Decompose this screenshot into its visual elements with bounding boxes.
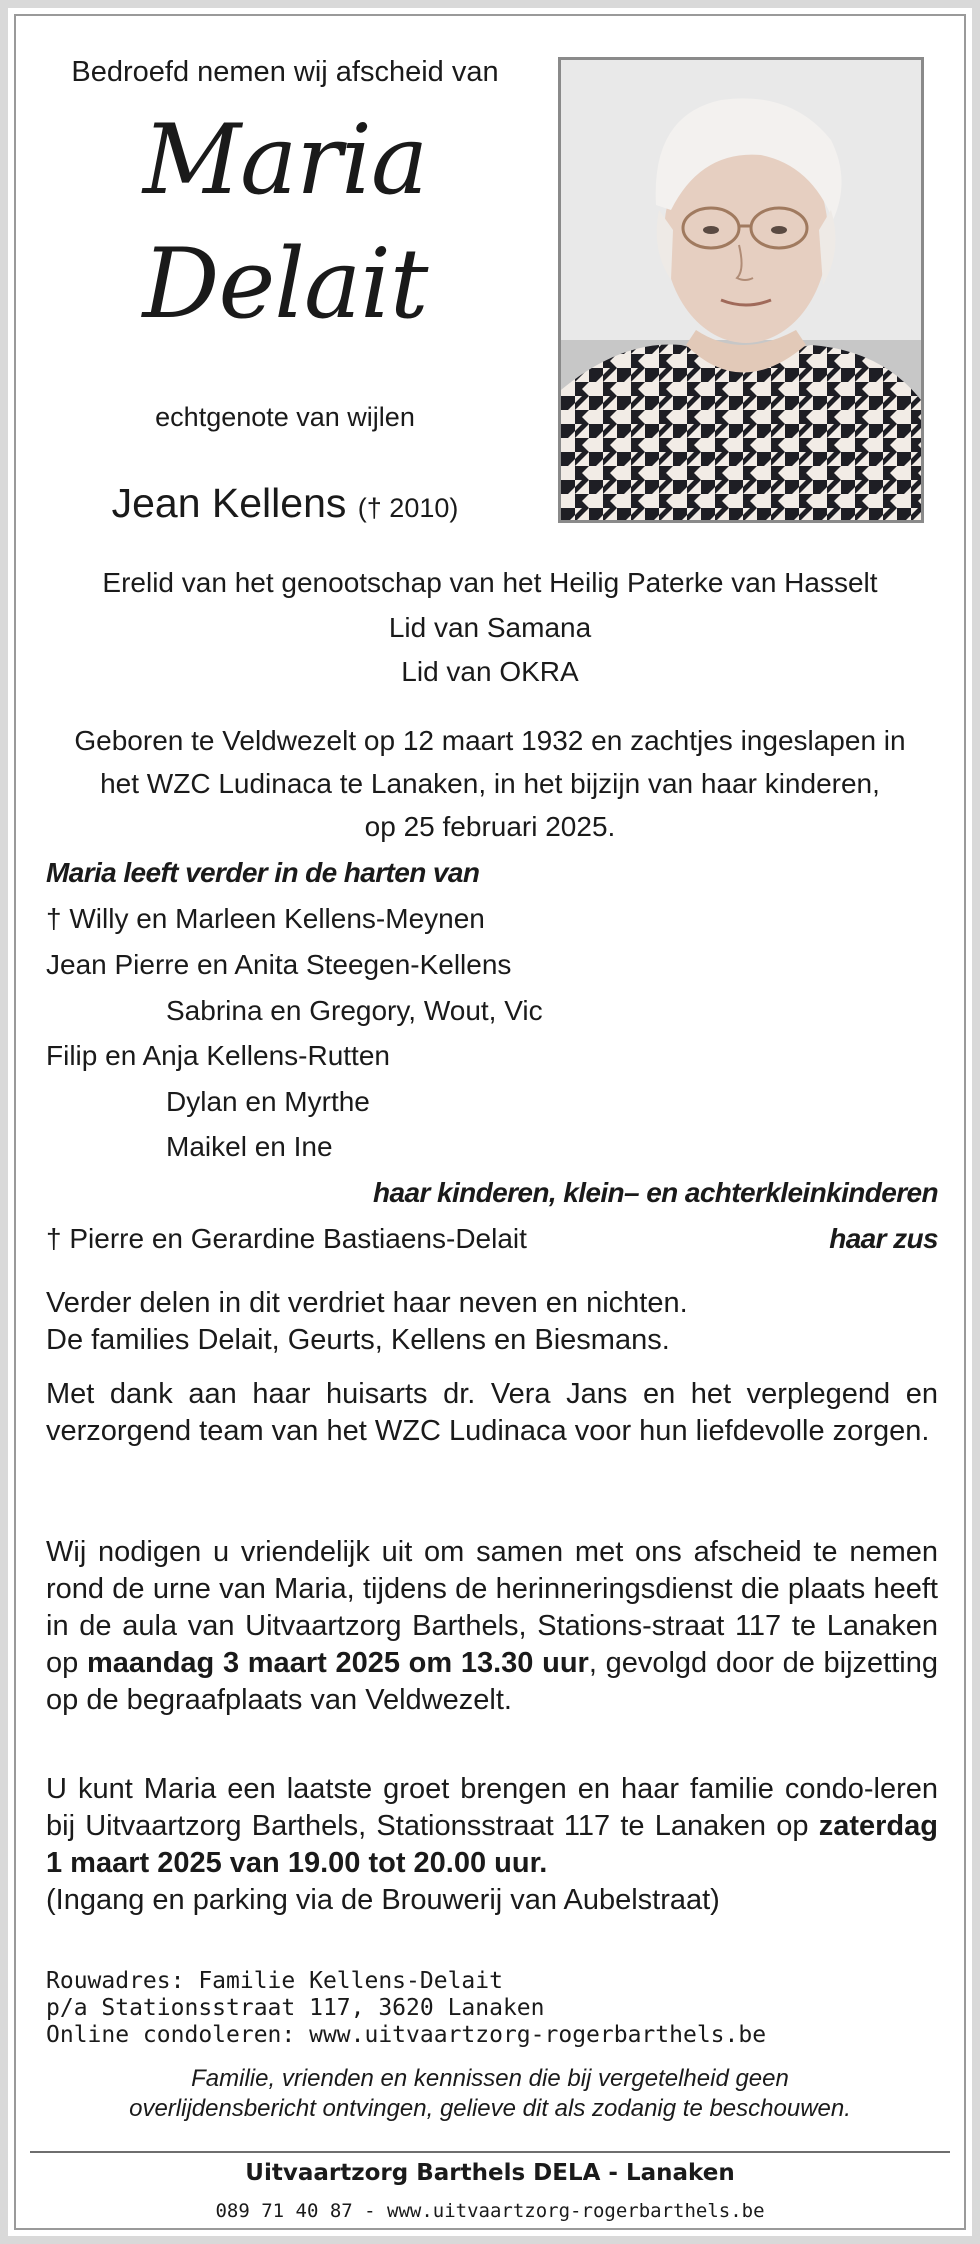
family-child-3: Filip en Anja Kellens-Rutten xyxy=(46,1040,390,1071)
relatives-line-2: De families Delait, Geurts, Kellens en Biesmans. xyxy=(46,1324,670,1356)
visitation-text: U kunt Maria een laatste groet brengen en haar familie condo-leren bij Uitvaartzorg Barthels, Stationsstraat 117 te Lanaken op xyxy=(46,1773,938,1842)
online-condolence[interactable]: Online condoleren: www.uitvaartzorg-rogerbarthels.be xyxy=(46,2022,767,2048)
address-line-1: Rouwadres: Familie Kellens-Delait xyxy=(46,1968,503,1994)
membership-1: Erelid van het genootschap van het Heilig Paterke van Hasselt xyxy=(102,567,878,598)
footer-divider xyxy=(30,2151,950,2153)
family-child-1: † Willy en Marleen Kellens-Meynen xyxy=(46,903,485,934)
visitation-paragraph xyxy=(46,1771,938,1882)
service-text-after: , gevolgd door de bijzetting op de begraafplaats van Veldwezelt. xyxy=(46,1647,938,1716)
family-grandchildren-2: Sabrina en Gregory, Wout, Vic xyxy=(166,995,543,1026)
disclaimer-line-2: overlijdensbericht ontvingen, gelieve dit als zodanig te beschouwen. xyxy=(129,2095,851,2122)
disclaimer-line-1: Familie, vrienden en kennissen die bij vergetelheid geen xyxy=(191,2065,789,2092)
birth-death-line-2: het WZC Ludinaca te Lanaken, in het bijzijn van haar kinderen, xyxy=(100,768,880,799)
service-paragraph xyxy=(46,1534,938,1719)
relatives-line-1: Verder delen in dit verdriet haar neven en nichten. xyxy=(46,1287,688,1319)
spouse-line xyxy=(40,480,530,527)
intro-text: Bedroefd nemen wij afscheid van xyxy=(71,56,499,88)
address-line-2: p/a Stationsstraat 117, 3620 Lanaken xyxy=(46,1995,545,2021)
membership-2: Lid van Samana xyxy=(388,612,592,643)
family-sister-label: haar zus xyxy=(829,1223,938,1254)
membership-3: Lid van OKRA xyxy=(401,656,579,687)
visitation-date: zaterdag 1 maart 2025 van 19.00 tot 20.00 uur. xyxy=(46,1810,938,1879)
funeral-home-contact[interactable]: 089 71 40 87 - www.uitvaartzorg-rogerbarthels.be xyxy=(215,2200,765,2222)
family-grandchildren-3a: Dylan en Myrthe xyxy=(166,1086,370,1117)
spouse-name: Jean Kellens xyxy=(111,480,347,526)
family-grandchildren-3b: Maikel en Ine xyxy=(166,1131,333,1162)
portrait-illustration xyxy=(561,60,921,520)
deceased-last-name: Delait xyxy=(142,228,428,340)
birth-death-line-1: Geboren te Veldwezelt op 12 maart 1932 en zachtjes ingeslapen in xyxy=(74,725,906,756)
family-heading: Maria leeft verder in de harten van xyxy=(46,857,480,888)
service-text: Wij nodigen u vriendelijk uit om samen met ons afscheid te nemen rond de urne van Maria, tijdens de herinneringsdienst die plaats heeft in de aula van Uitvaartzorg Barthels, Stations-straat 117 te Lanaken op xyxy=(46,1536,938,1679)
visitation-note: (Ingang en parking via de Brouwerij van Aubelstraat) xyxy=(46,1884,720,1916)
family-children-label: haar kinderen, klein– en achterkleinkinderen xyxy=(373,1177,938,1208)
thanks-paragraph: Met dank aan haar huisarts dr. Vera Jans en het verplegend en verzorgend team van het WZC Ludinaca voor hun liefdevolle zorgen. xyxy=(46,1378,938,1447)
portrait-photo xyxy=(558,57,924,523)
birth-death-line-3: op 25 februari 2025. xyxy=(364,811,616,842)
funeral-home-name: Uitvaartzorg Barthels DELA - Lanaken xyxy=(245,2160,735,2186)
spouse-label: echtgenote van wijlen xyxy=(155,402,415,432)
family-sister: † Pierre en Gerardine Bastiaens-Delait xyxy=(46,1223,527,1254)
service-date: maandag 3 maart 2025 om 13.30 uur xyxy=(86,1647,589,1679)
deceased-first-name: Maria xyxy=(142,104,428,216)
spouse-death-year: († 2010) xyxy=(357,493,459,523)
family-child-2: Jean Pierre en Anita Steegen-Kellens xyxy=(46,949,512,980)
